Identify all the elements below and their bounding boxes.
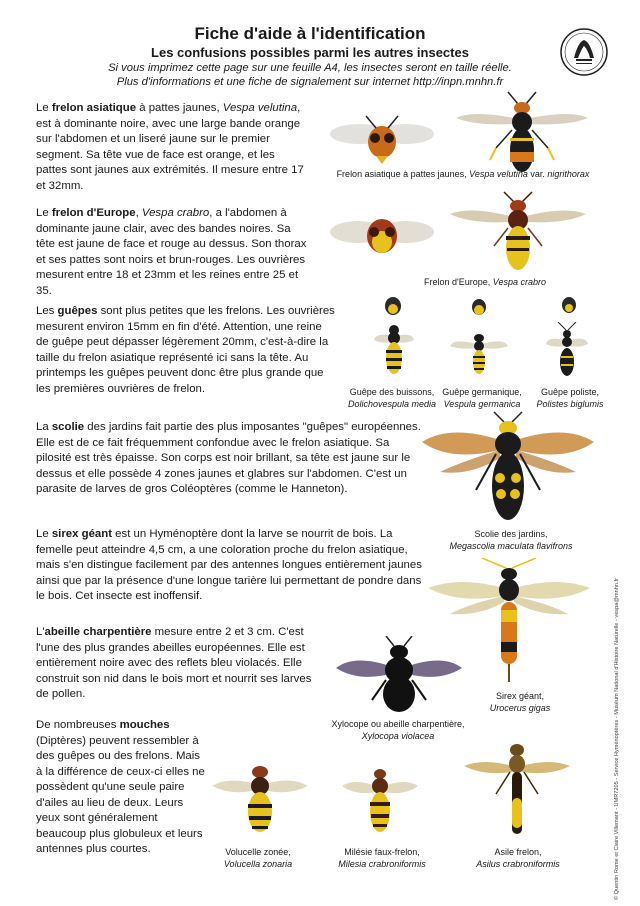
volucella-photo (210, 760, 310, 838)
caption-paper-wasp: Guêpe poliste, Polistes biglumis (536, 387, 604, 409)
caption-asilus: Asile frelon, Asilus crabroniformis (476, 847, 560, 869)
print-note: Si vous imprimez cette page sur une feuille A4, les insectes seront en taille réelle. (108, 62, 512, 74)
sirex-text: Le sirex géant est un Hyménoptère dont la larve se nourrit de bois. La femelle peut atteindre 4,5 cm, a une coloration proche du frelon asiatique, mais s'en distingue facilement par des antennes longues entièrement jaunes ainsi que par la présence d'une longue tarière lui permettant de pondre dans le bois. Cet insecte est inoffensif. (36, 528, 422, 602)
asian-hornet-front-photo (330, 112, 434, 168)
caption-giant-woodwasp: Sirex géant, Urocerus gigas (489, 691, 551, 713)
frelon-europe-text: Le frelon d'Europe, Vespa crabro, a l'abdomen à dominante jaune clair, avec des bandes noires. Sa tête est jaune de face et rouge au dessus. Son thorax et ses pattes sont noirs et brun-rouges. Les ouvrières mesurent entre 18 et 23mm et les reines entre 25 et 35. (36, 207, 307, 297)
abeille-text: L'abeille charpentière mesure entre 2 et 3 cm. C'est l'une des plus grandes abeilles européennes. Elle est entièrement noire avec des reflets bleu violacés. Elle construit son nid dans le bois mort et nourrit ses larves de pollen. (36, 626, 312, 700)
page-title: Fiche d'aide à l'identification (194, 24, 426, 43)
carpenter-bee-photo (334, 636, 464, 716)
median-wasp-dorsal-photo (372, 320, 416, 380)
paper-wasp-front-photo (556, 294, 582, 316)
asilus-photo (462, 738, 572, 842)
caption-european-hornet: Frelon d'Europe, Vespa crabro (424, 277, 546, 287)
milesia-photo (340, 764, 420, 838)
header (70, 24, 550, 89)
caption-german-wasp: Guêpe germanique, Vespula germanica (442, 387, 522, 409)
european-hornet-front-photo (330, 206, 434, 266)
caption-carpenter-bee: Xylocope ou abeille charpentière, Xylocopa violacea (331, 719, 465, 741)
page-subtitle: Les confusions possibles parmi les autres insectes (151, 45, 469, 60)
frelon-asiatique-text: Le frelon asiatique à pattes jaunes, Vespa velutina, est à dominante noire, avec une large bande orange sur l'abdomen et un liseré jaune sur le premier segment. Sa tête vue de face est orange, et les pattes sont jaunes aux extrémités. Il mesure entre 17 et 32mm. (36, 102, 304, 192)
mouches-name: mouches (119, 719, 170, 731)
median-wasp-front-photo (380, 294, 406, 318)
museum-logo (560, 28, 608, 76)
mouches-text: De nombreuses mouches (Diptères) peuvent ressembler à des guêpes ou des frelons. Mais à la différence de ceux-ci elles ne possèdent qu'une seule paire d'ailes au lieu de deux. Leurs yeux sont généralement beaucoup plus globuleux et leurs antennes plus courtes. (36, 719, 205, 855)
european-hornet-dorsal-photo (448, 190, 588, 276)
scolie-text: La scolie des jardins fait partie des plus imposantes "guêpes" européennes. Elle est de ce fait fréquemment confondue avec le frelon asiatique. Sa pilosité est très épaisse. Son corps est noir brillant, sa tête est jaune sur le dessus et elle possède 4 zones jaunes et glabres sur l'abdomen. C'est un parasite de larves de gros Coléoptères (comme le Hanneton). (36, 421, 421, 495)
caption-mammoth-wasp: Scolie des jardins, Megascolia maculata flavifrons (449, 529, 573, 551)
abeille-name: abeille charpentière (44, 626, 152, 638)
guepes-text: Les guêpes sont plus petites que les frelons. Les ouvrières mesurent environ 15mm en fin d'été. Attention, une reine de guêpe peut dépasser légèrement 20mm, c'est-à-dire la taille du frelon asiatique représenté ici sans la tête. Au printemps les guêpes peuvent donc être plus grande que les premières ouvrières de frelon. (36, 305, 335, 395)
scolie-name: scolie (51, 421, 85, 433)
german-wasp-dorsal-photo (448, 330, 510, 376)
guepes-name: guêpes (57, 305, 98, 317)
mammoth-wasp-photo (420, 410, 596, 528)
caption-volucella: Volucelle zonée, Volucella zonaria (223, 847, 293, 869)
frelon-europe-name: frelon d'Europe (51, 207, 136, 219)
german-wasp-front-photo (466, 296, 492, 318)
caption-milesia: Milésie faux-frelon, Milesia crabroniformis (338, 847, 426, 869)
sirex-name: sirex géant (51, 528, 112, 540)
caption-asian-hornet: Frelon asiatique à pattes jaunes, Vespa velutina var. nigrithorax (336, 169, 590, 179)
copyright-credit: © Quentin Rome et Claire Villemant - UMR7205 - Service Hyménoptères - Muséum National d'Histoire Naturelle - vespa@mnhn.fr (614, 578, 620, 900)
caption-median-wasp: Guêpe des buissons, Dolichovespula media (347, 387, 437, 409)
frelon-asiatique-name: frelon asiatique (51, 102, 137, 114)
info-note: Plus d'informations et une fiche de signalement sur internet http://inpn.mnhn.fr (116, 76, 504, 88)
paper-wasp-dorsal-photo (544, 322, 590, 382)
